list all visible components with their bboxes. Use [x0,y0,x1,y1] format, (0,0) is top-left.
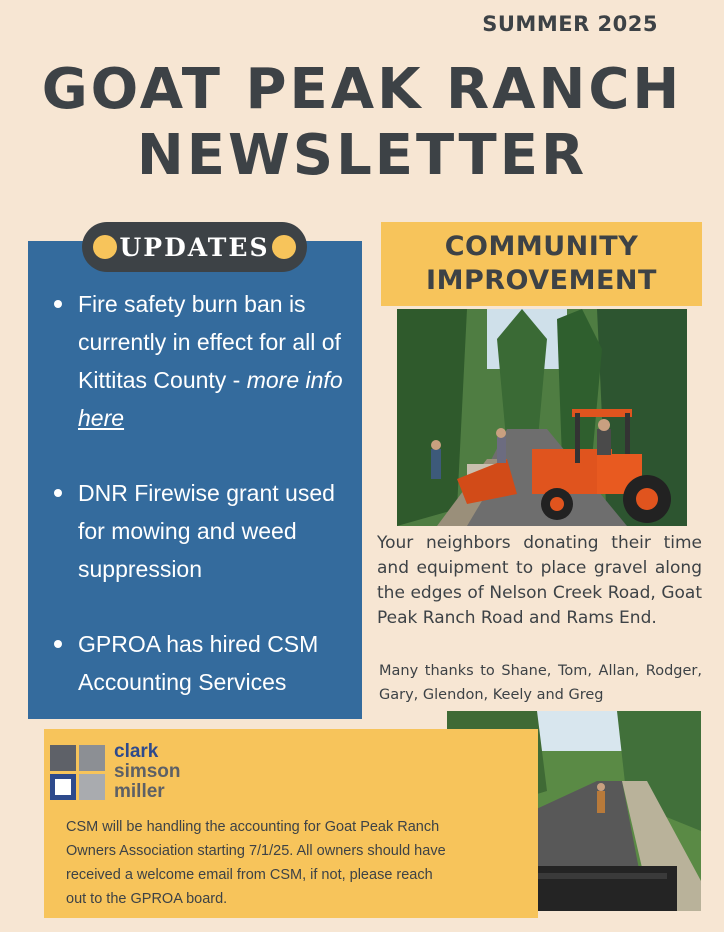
updates-list [50,285,350,701]
issue-date: SUMMER 2025 [482,12,658,36]
update-item-burn-ban [50,285,350,437]
csm-logo-clark: clark [114,741,159,762]
updates-heading-pill [82,222,307,272]
newsletter-title-line2: NEWSLETTER [136,123,588,188]
more-info-text: more info [246,367,343,393]
community-thanks: Many thanks to Shane, Tom, Allan, Rodger, Gary, Glendon, Keely and Greg [379,663,702,703]
community-heading-line2: IMPROVEMENT [426,265,657,296]
community-improvement-heading [381,222,702,306]
csm-logo-wordmark [114,742,181,802]
csm-logo-icon [50,745,106,801]
community-heading-line1: COMMUNITY [444,231,639,262]
csm-announcement-text: CSM will be handling the accounting for Goat Peak Ranch Owners Association starting 7/1/25. All owners should have received a welcome email from CSM, if not, please reach out to the GPROA board. [66,819,446,907]
newsletter-title-line1: GOAT PEAK RANCH [41,57,683,122]
tractor-photo [397,309,687,526]
csm-logo-miller: miller [114,781,165,802]
community-caption: Your neighbors donating their time and equipment to place gravel along the edges of Nelson Creek Road, Goat Peak Ranch Road and Rams End. [377,533,702,628]
burn-ban-text: Fire safety burn ban is currently in effect for all of Kittitas County - [78,291,341,393]
update-item-csm: GPROA has hired CSM Accounting Services [50,625,350,701]
csm-logo-simson: simson [114,761,181,782]
yellow-dot-icon [272,235,296,259]
updates-heading: UPDATES [119,232,270,262]
here-link[interactable]: here [78,405,125,431]
tractor-photo-illustration [397,309,687,526]
yellow-dot-icon [93,235,117,259]
update-item-firewise: DNR Firewise grant used for mowing and weed suppression [50,474,350,588]
